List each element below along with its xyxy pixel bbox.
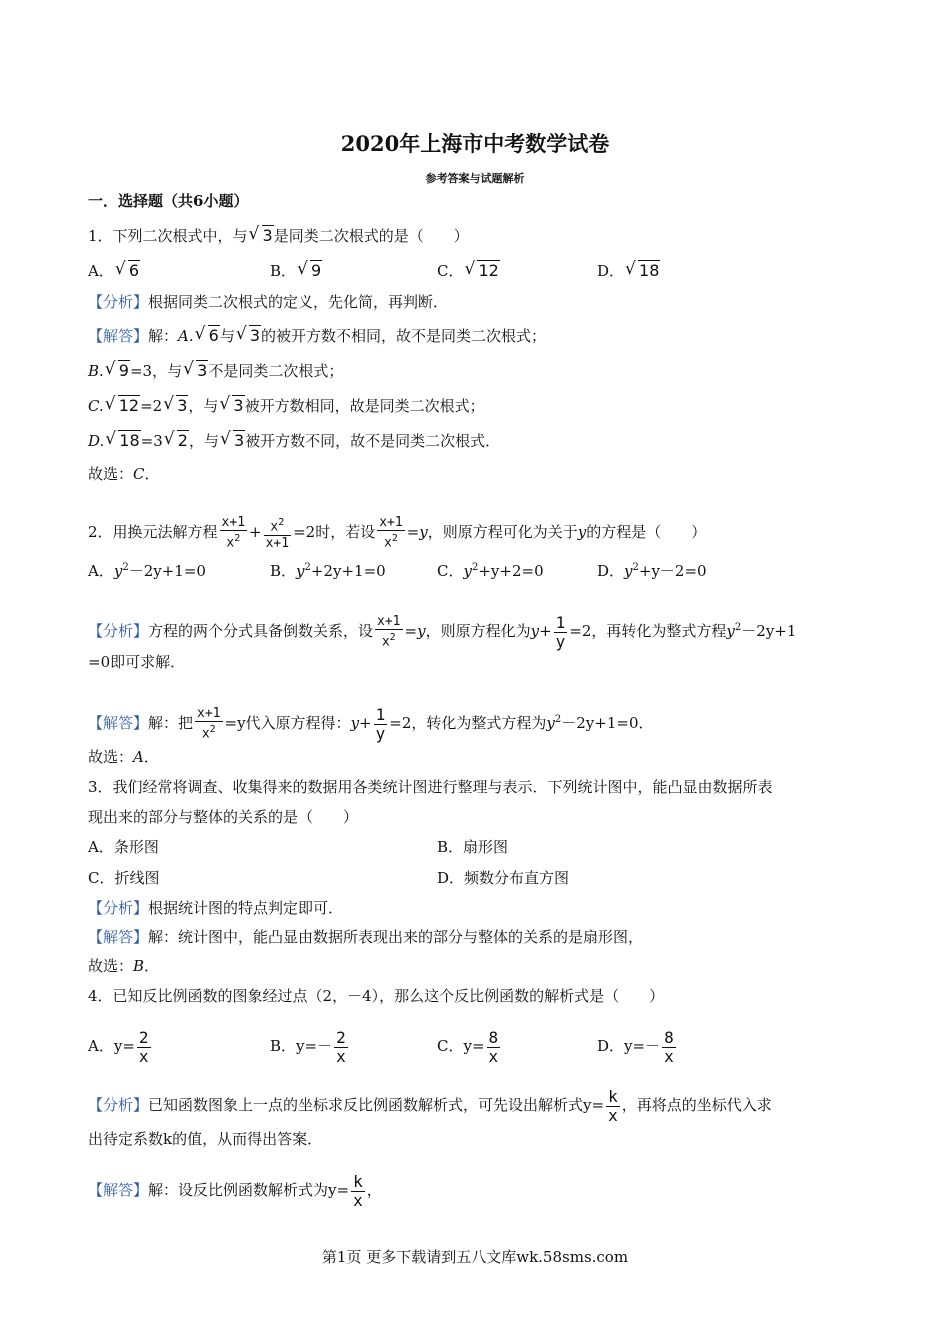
q3-option-a: A．条形图 bbox=[88, 838, 159, 856]
q1-option-d: D．√ 18 bbox=[597, 261, 660, 281]
sqrt-9: √ 9 bbox=[297, 262, 322, 280]
sqrt-6: √ 6 bbox=[115, 262, 140, 280]
q1-analysis: 【分析】根据同类二次根式的定义，先化简，再判断． bbox=[88, 293, 449, 311]
q2-option-d: D．$y^2+y-2=0$ bbox=[597, 562, 707, 580]
q2-analysis-line2: =0即可求解． bbox=[88, 653, 186, 671]
q2-analysis: 【分析】方程的两个分式具备倒数关系，设 $\frac{x+1}{x^2}$ =y，则原方程化为y+ $\frac{1}{y}$ =2，再转化为整式方程$y^2-2y+1$ bbox=[88, 612, 797, 651]
q3-stem-line2: 现出来的部分与整体的关系的是（ ） bbox=[88, 808, 359, 826]
q4-answer: 【解答】解：设反比例函数解析式为y= $\frac{k}{x}$ ， bbox=[88, 1171, 382, 1210]
sqrt-12: √ 12 bbox=[464, 262, 499, 280]
fraction-x1-x2: $\frac{x+1}{x^2}$ bbox=[221, 515, 246, 551]
q4-option-b: B．y=－ $\frac{2}{x}$ bbox=[270, 1027, 346, 1066]
q1-choice: 故选：C． bbox=[88, 465, 160, 483]
q2-answer: 【解答】解：把 $\frac{x+1}{x^2}$ =y代入原方程得：y+ $\frac{1}{y}$ =2，转化为整式方程为$y^2-2y+1=0$． bbox=[88, 704, 654, 743]
sqrt-3: √ 3 bbox=[249, 227, 274, 245]
q3-option-c: C．折线图 bbox=[88, 869, 160, 887]
q1-answer-b: B.√ 9=3，与√ 3不是同类二次根式； bbox=[88, 361, 343, 381]
q2-choice: 故选：A． bbox=[88, 748, 159, 766]
q4-analysis-line2: 出待定系数k的值，从而得出答案． bbox=[88, 1130, 323, 1148]
q1-option-c: C．√ 12 bbox=[437, 261, 500, 281]
q2-stem: 2．用换元法解方程 $\frac{x+1}{x^2}$ + $\frac{x^2}{x+1}$ =2时，若设 $\frac{x+1}{x^2}$ =y，则原方程可化为关于y的方程是（ ） bbox=[88, 515, 707, 551]
q1-answer-c: C.√ 12=2√ 3，与√ 3被开方数相同，故是同类二次根式； bbox=[88, 396, 485, 416]
q3-option-b: B．扇形图 bbox=[437, 838, 509, 856]
q4-stem: 4．已知反比例函数的图象经过点（2，－4），那么这个反比例函数的解析式是（ ） bbox=[88, 987, 665, 1005]
q3-option-d: D．频数分布直方图 bbox=[437, 869, 570, 887]
q4-option-a: A．y= $\frac{2}{x}$ bbox=[88, 1027, 149, 1066]
q4-option-d: D．y=－ $\frac{8}{x}$ bbox=[597, 1027, 674, 1066]
q1-stem: 1．下列二次根式中，与√ 3是同类二次根式的是（ ） bbox=[88, 226, 469, 246]
fraction-x2-x1: $\frac{x^2}{x+1}$ bbox=[265, 517, 290, 551]
sqrt-18: √ 18 bbox=[625, 262, 660, 280]
q2-option-a: A．$y^2-2y+1=0$ bbox=[88, 562, 206, 580]
q1-option-b: B．√ 9 bbox=[270, 261, 322, 281]
q3-answer: 【解答】解：统计图中，能凸显由数据所表现出来的部分与整体的关系的是扇形图， bbox=[88, 928, 644, 946]
page-title: 2020年上海市中考数学试卷 bbox=[340, 131, 610, 156]
q4-analysis: 【分析】已知函数图象上一点的坐标求反比例函数解析式，可先设出解析式y= $\frac{k}{x}$ ，再将点的坐标代入求 bbox=[88, 1086, 772, 1125]
q3-analysis: 【分析】根据统计图的特点判定即可． bbox=[88, 899, 344, 917]
q2-option-c: C．$y^2+y+2=0$ bbox=[437, 562, 544, 580]
page-footer: 第1页 更多下载请到五八文库wk.58sms.com bbox=[321, 1248, 629, 1266]
q2-option-b: B．$y^2+2y+1=0$ bbox=[270, 562, 386, 580]
q1-answer-a: 【解答】解：A.√ 6与√ 3的被开方数不相同，故不是同类二次根式； bbox=[88, 326, 546, 346]
q3-stem-line1: 3．我们经常将调查、收集得来的数据用各类统计图进行整理与表示．下列统计图中，能凸显由数据所表 bbox=[88, 778, 773, 796]
q3-choice: 故选：B． bbox=[88, 957, 160, 975]
page-subtitle: 参考答案与试题解析 bbox=[425, 172, 525, 185]
q4-option-c: C．y= $\frac{8}{x}$ bbox=[437, 1027, 499, 1066]
q1-option-a: A．√ 6 bbox=[88, 261, 140, 281]
q1-answer-d: D.√ 18=3√ 2，与√ 3被开方数不同，故不是同类二次根式． bbox=[88, 431, 500, 451]
section-heading: 一．选择题（共6小题） bbox=[88, 192, 249, 210]
